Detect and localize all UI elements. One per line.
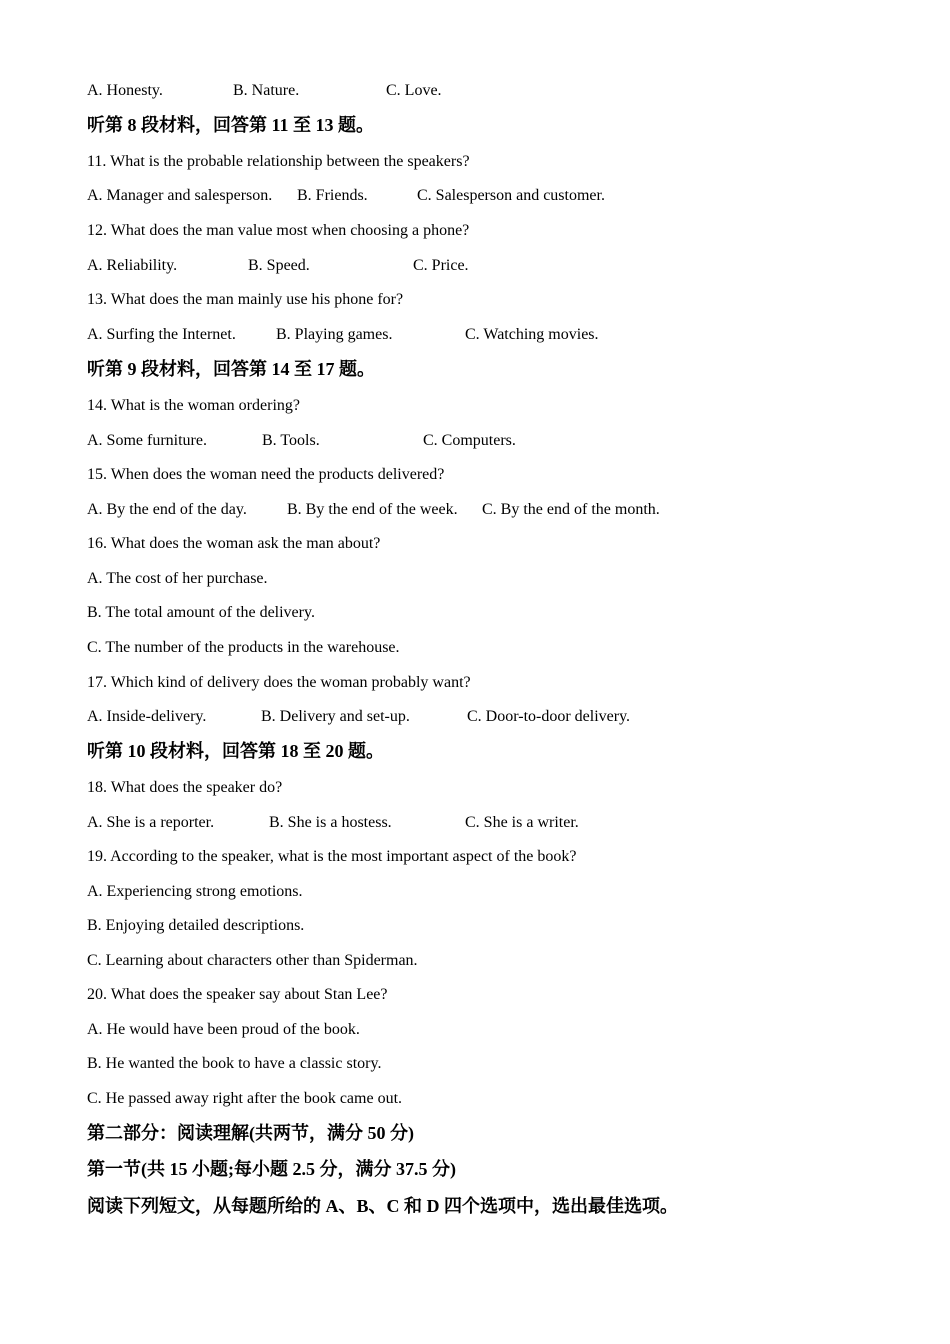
q14-option-b: B. Tools. xyxy=(262,432,320,449)
q16-option-c: C. The number of the products in the warehouse. xyxy=(87,639,400,656)
q19-stem: 19. According to the speaker, what is the most important aspect of the book? xyxy=(87,848,577,865)
q14-option-a: A. Some furniture. xyxy=(87,432,207,449)
q13-stem: 13. What does the man mainly use his phone for? xyxy=(87,291,404,308)
q19-option-a: A. Experiencing strong emotions. xyxy=(87,883,303,900)
q19-option-c: C. Learning about characters other than Spiderman. xyxy=(87,952,418,969)
q15-stem: 15. When does the woman need the products delivered? xyxy=(87,466,445,483)
q11-option-c: C. Salesperson and customer. xyxy=(417,187,605,204)
q15-option-a: A. By the end of the day. xyxy=(87,501,247,518)
q17-option-a: A. Inside-delivery. xyxy=(87,708,207,725)
part-two-heading: 第二部分：阅读理解(共两节，满分 50 分) xyxy=(87,1123,414,1143)
q17-option-c: C. Door-to-door delivery. xyxy=(467,708,631,725)
q16-option-b: B. The total amount of the delivery. xyxy=(87,604,315,621)
q11-option-a: A. Manager and salesperson. xyxy=(87,187,273,204)
q11-stem: 11. What is the probable relationship between the speakers? xyxy=(87,153,470,170)
q17-stem: 17. Which kind of delivery does the woman probably want? xyxy=(87,674,471,691)
section-heading-passage-9: 听第 9 段材料，回答第 14 至 17 题。 xyxy=(87,359,375,379)
q17-option-b: B. Delivery and set-up. xyxy=(261,708,410,725)
q11-option-b: B. Friends. xyxy=(297,187,368,204)
q18-option-b: B. She is a hostess. xyxy=(269,814,392,831)
q20-option-a: A. He would have been proud of the book. xyxy=(87,1021,360,1038)
q14-option-c: C. Computers. xyxy=(423,432,516,449)
q15-option-b: B. By the end of the week. xyxy=(287,501,458,518)
q18-option-c: C. She is a writer. xyxy=(465,814,579,831)
q13-option-c: C. Watching movies. xyxy=(465,326,599,343)
q10-option-c: C. Love. xyxy=(386,82,442,99)
q16-stem: 16. What does the woman ask the man about? xyxy=(87,535,381,552)
section-heading-passage-10: 听第 10 段材料，回答第 18 至 20 题。 xyxy=(87,741,384,761)
q20-stem: 20. What does the speaker say about Stan Lee? xyxy=(87,986,388,1003)
q10-option-b: B. Nature. xyxy=(233,82,300,99)
q14-stem: 14. What is the woman ordering? xyxy=(87,397,300,414)
q18-stem: 18. What does the speaker do? xyxy=(87,779,283,796)
q13-option-a: A. Surfing the Internet. xyxy=(87,326,236,343)
q15-option-c: C. By the end of the month. xyxy=(482,501,660,518)
q16-option-a: A. The cost of her purchase. xyxy=(87,570,268,587)
q18-option-a: A. She is a reporter. xyxy=(87,814,215,831)
section-heading-passage-8: 听第 8 段材料，回答第 11 至 13 题。 xyxy=(87,115,375,135)
q12-stem: 12. What does the man value most when choosing a phone? xyxy=(87,222,470,239)
section-one-heading: 第一节(共 15 小题;每小题 2.5 分，满分 37.5 分) xyxy=(87,1159,456,1179)
q12-option-c: C. Price. xyxy=(413,257,469,274)
q10-option-a: A. Honesty. xyxy=(87,82,163,99)
q12-option-b: B. Speed. xyxy=(248,257,310,274)
q12-option-a: A. Reliability. xyxy=(87,257,178,274)
q20-option-c: C. He passed away right after the book came out. xyxy=(87,1090,403,1107)
reading-instructions: 阅读下列短文，从每题所给的 A、B、C 和 D 四个选项中，选出最佳选项。 xyxy=(87,1196,678,1216)
q20-option-b: B. He wanted the book to have a classic story. xyxy=(87,1055,382,1072)
q13-option-b: B. Playing games. xyxy=(276,326,393,343)
q19-option-b: B. Enjoying detailed descriptions. xyxy=(87,917,305,934)
